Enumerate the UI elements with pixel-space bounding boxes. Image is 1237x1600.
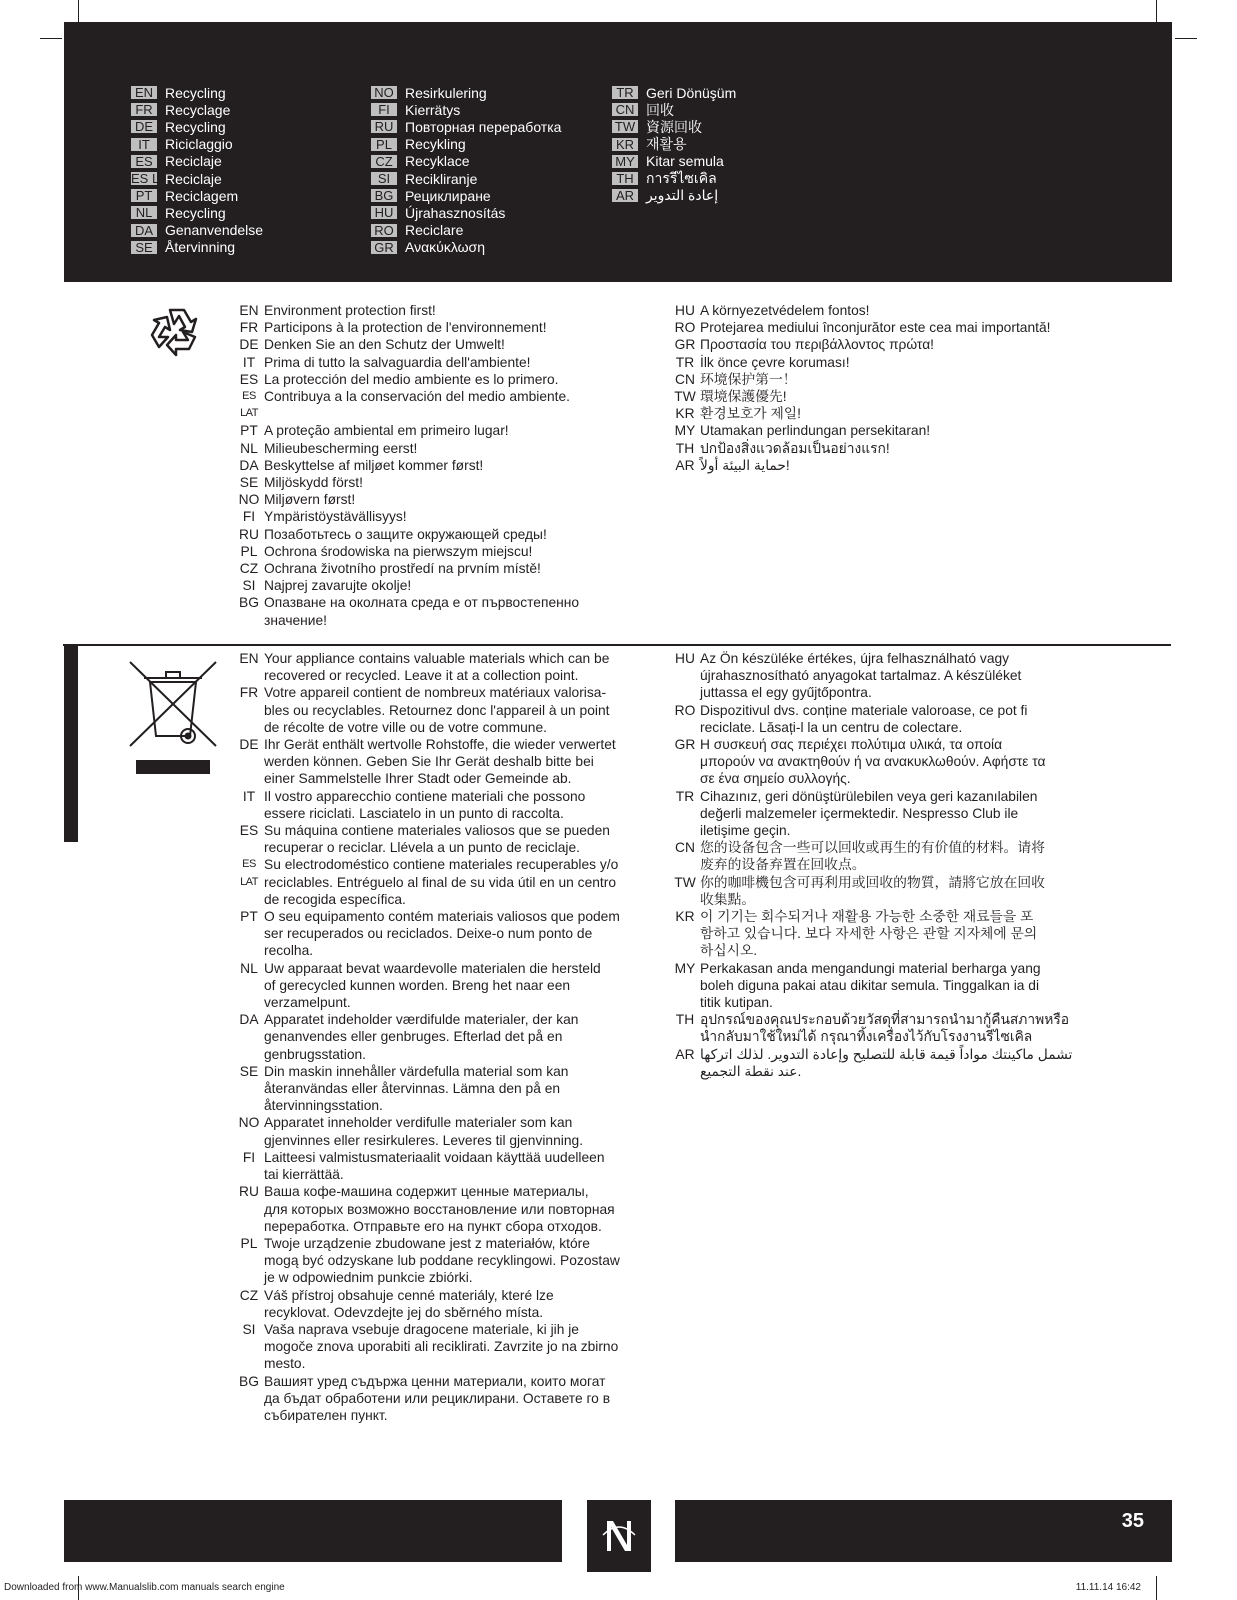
entry-text: Apparatet indeholder værdifulde materialer, der kan genanvendes eller genbruges. Efterlad det på en genbrugsstation.	[264, 1012, 579, 1062]
header-column-2	[371, 84, 561, 256]
entry-text: 您的设备包含一些可以回收或再生的有价值的材料。请将 废弃的设备弃置在回收点。	[700, 840, 1045, 873]
language-code: FR	[131, 103, 157, 116]
language-code: TR	[675, 354, 695, 370]
entry-text: Η συσκευή σας περιέχει πολύτιμα υλικά, τα οποία μπορούν να ανακτηθούν ή να ανακυκλωθούν. Αφήστε τα σε ένα σημείο συλλογής.	[700, 737, 1046, 787]
language-code: HU	[371, 206, 397, 219]
entry-text: Contribuya a la conservación del medio ambiente.	[264, 389, 571, 405]
language-code: KR	[675, 909, 695, 925]
entry-text: A környezetvédelem fontos!	[700, 303, 870, 318]
language-code: AR	[675, 1046, 695, 1062]
language-code: ES LAT	[240, 390, 258, 420]
language-entry	[234, 508, 654, 525]
header-column-3	[612, 84, 736, 204]
print-timestamp: 11.11.14 16:42	[1075, 1582, 1141, 1593]
recycling-label: Újrahasznosítás	[405, 204, 506, 221]
language-code: SE	[131, 241, 157, 254]
entry-text: Najprej zavarujte okolje!	[264, 578, 412, 594]
language-entry	[234, 336, 654, 353]
entry-text: A proteção ambiental em primeiro lugar!	[264, 423, 509, 439]
header-row	[371, 84, 561, 101]
language-entry	[670, 405, 1120, 422]
language-code: CZ	[239, 1287, 259, 1303]
language-entry	[234, 1183, 654, 1235]
header-row	[371, 118, 561, 135]
recycling-label: إعادة التدوير	[646, 187, 719, 204]
entry-text: Participons à la protection de l'environnement!	[264, 320, 547, 336]
language-entry	[670, 302, 1120, 319]
entry-text: Ochrona środowiska na pierwszym miejscu!	[264, 543, 533, 559]
language-entry	[234, 1235, 654, 1287]
environment-left-list	[234, 302, 654, 629]
recycling-label: Recyklace	[405, 153, 470, 170]
crop-mark	[40, 38, 62, 39]
header-row	[131, 187, 263, 204]
language-code: ES	[239, 823, 259, 839]
language-code: PT	[240, 423, 258, 439]
recycling-label: Reciclare	[405, 222, 464, 239]
header-row	[371, 136, 561, 153]
language-entry	[234, 1373, 654, 1425]
language-code: CN	[675, 371, 695, 387]
entry-text: Váš přístroj obsahuje cenné materiály, které lze recyklovat. Odevzdejte jej do sběrného místa.	[264, 1287, 554, 1320]
language-code: DA	[131, 224, 157, 237]
language-code: MY	[612, 155, 638, 168]
header-row	[612, 101, 736, 118]
header-row	[131, 153, 263, 170]
entry-text: Perkakasan anda mengandungi material berharga yang boleh diguna pakai atau dikitar semula. Tinggalkan ia di titik kutipan.	[700, 960, 1041, 1011]
language-code: NL	[240, 960, 258, 976]
language-code: SE	[239, 1063, 259, 1079]
language-code: DE	[239, 737, 259, 753]
language-entry	[670, 908, 1120, 960]
entry-text: ปกป้องสิ่งแวดล้อมเป็นอย่างแรก!	[700, 440, 890, 456]
crop-mark	[1175, 38, 1197, 39]
language-code: SI	[242, 578, 256, 594]
language-code: ES LAT	[240, 858, 258, 888]
entry-text: Il vostro apparecchio contiene materiali che possono essere riciclati. Lasciatelo in un punto di raccolta.	[264, 788, 586, 821]
language-code: NO	[238, 492, 260, 508]
recycling-label: Resirkulering	[405, 84, 487, 101]
language-code: IT	[131, 138, 157, 151]
recycling-label: การรีไซเคิล	[646, 169, 717, 186]
language-entry	[234, 960, 654, 1012]
header-row	[131, 239, 263, 256]
language-entry	[234, 684, 654, 736]
language-entry	[234, 822, 654, 856]
language-code: GR	[371, 241, 397, 254]
language-entry	[234, 422, 654, 439]
language-code: RU	[239, 526, 259, 542]
recycling-label: Reciclaje	[165, 170, 222, 187]
footer-bar-left	[64, 1500, 562, 1562]
language-entry	[670, 960, 1120, 1012]
language-entry	[234, 908, 654, 960]
language-entry	[234, 491, 654, 508]
entry-text: Позаботьтесь о защите окружающей среды!	[264, 526, 547, 542]
recycling-label: 回收	[646, 101, 674, 118]
recycling-label: Recycling	[165, 204, 226, 221]
entry-text: Опазване на околната среда е от първостепенно значение!	[264, 595, 580, 628]
entry-text: Su electrodoméstico contiene materiales recuperables y/o reciclables. Entréguelo al final de su vida útil en un centro de recogida específica.	[264, 857, 619, 907]
footer-bar-right	[675, 1500, 1172, 1562]
language-code: HU	[675, 303, 695, 318]
crop-mark	[1156, 1576, 1157, 1600]
header-row	[371, 239, 561, 256]
language-code: IT	[242, 788, 256, 804]
language-code: NO	[238, 1115, 260, 1131]
language-code: EN	[239, 651, 259, 666]
language-code: SI	[371, 172, 397, 185]
language-entry	[234, 788, 654, 822]
language-code: FI	[242, 509, 256, 525]
recycling-label: Recikliranje	[405, 170, 478, 187]
language-code: RO	[371, 224, 397, 237]
header-row	[131, 222, 263, 239]
language-entry	[234, 319, 654, 336]
language-code: TW	[674, 874, 696, 890]
page-number: 35	[1121, 1510, 1144, 1532]
language-code: ES	[239, 371, 259, 387]
header-row	[131, 84, 263, 101]
entry-text: Denken Sie an den Schutz der Umwelt!	[264, 337, 505, 353]
language-code: PT	[240, 909, 258, 925]
language-entry	[670, 354, 1120, 371]
language-code: KR	[675, 406, 695, 422]
header-row	[612, 84, 736, 101]
entry-text: Προστασία του περιβάλλοντος πρώτα!	[700, 337, 935, 353]
language-code: BG	[239, 1373, 259, 1389]
entry-text: Вашият уред съдържа ценни материали, които могат да бъдат обработени или рециклирани. Оставете го в събирателен пункт.	[264, 1373, 611, 1423]
header-column-1	[131, 84, 263, 256]
entry-text: Votre appareil contient de nombreux matériaux valorisa- bles ou recyclables. Retournez donc l'appareil à un point de récolte de votre ville ou de votre commune.	[264, 685, 610, 735]
language-code: KR	[612, 138, 638, 151]
language-entry	[234, 650, 654, 684]
entry-text: Dispozitivul dvs. conține materiale valoroase, ce pot fi reciclate. Lăsați-l la un centru de colectare.	[700, 702, 1028, 735]
language-entry	[670, 371, 1120, 388]
language-entry	[670, 702, 1120, 736]
language-entry	[234, 1114, 654, 1148]
language-code: FR	[239, 685, 259, 701]
entry-text: 환경보호가 제일!	[700, 406, 801, 422]
entry-text: Din maskin innehåller värdefulla material som kan återanvändas eller återvinnas. Lämna den på en återvinningsstation.	[264, 1063, 569, 1114]
language-entry	[670, 1046, 1120, 1080]
language-code: RO	[674, 702, 696, 718]
language-code: NO	[371, 86, 397, 99]
language-code: FI	[242, 1149, 256, 1165]
language-code: PL	[240, 1235, 258, 1251]
language-code: ES LAT	[131, 171, 175, 187]
header-row	[131, 118, 263, 135]
recycling-label: Kierrätys	[405, 101, 461, 118]
language-code: CZ	[371, 155, 397, 168]
language-entry	[670, 1011, 1120, 1045]
header-row	[131, 101, 263, 118]
language-entry	[234, 440, 654, 457]
entry-text: Environment protection first!	[264, 303, 436, 318]
crossed-out-bin-icon	[128, 660, 220, 778]
entry-text: Vaša naprava vsebuje dragocene materiale, ki jih je mogoče znova uporabiti ali reciklirati. Zavrzite jo na zbirno mesto.	[264, 1321, 619, 1372]
language-code: EN	[131, 86, 157, 99]
recycling-label: Recyclage	[165, 101, 231, 118]
language-entry	[670, 874, 1120, 908]
language-entry	[234, 856, 654, 908]
language-entry	[234, 594, 654, 628]
language-entry	[234, 560, 654, 577]
language-code: GR	[674, 337, 696, 353]
header-row	[131, 204, 263, 221]
language-entry	[670, 388, 1120, 405]
language-entry	[670, 650, 1120, 702]
download-note[interactable]: Downloaded from www.Manualslib.com manuals search engine	[4, 1582, 285, 1593]
language-entry	[670, 839, 1120, 873]
language-entry	[670, 457, 1120, 474]
language-entry	[670, 736, 1120, 788]
language-entry	[234, 457, 654, 474]
header-row	[371, 153, 561, 170]
entry-text: Apparatet inneholder verdifulle materialer som kan gjenvinnes eller resirkuleres. Leveres til gjenvinning.	[264, 1115, 584, 1148]
section-divider	[63, 644, 1171, 646]
entry-text: Protejarea mediului înconjurător este cea mai importantă!	[700, 320, 1051, 336]
header-row	[371, 187, 561, 204]
recycling-label: Riciclaggio	[165, 136, 233, 153]
language-code: DA	[239, 457, 259, 473]
environment-right-list	[670, 302, 1120, 474]
entry-text: Ihr Gerät enthält wertvolle Rohstoffe, die wieder verwertet werden können. Geben Sie Ihr Gerät deshalb bitte bei einer Sammelstelle Ihrer Stadt oder Gemeinde ab.	[264, 737, 616, 787]
recycling-label: Рециклиране	[405, 187, 491, 204]
entry-text: Utamakan perlindungan persekitaran!	[700, 423, 931, 439]
language-code: IT	[242, 354, 256, 370]
language-code: DA	[239, 1012, 259, 1028]
recycling-label: 資源回收	[646, 118, 702, 135]
header-row	[131, 136, 263, 153]
language-code: MY	[674, 423, 696, 439]
language-entry	[234, 474, 654, 491]
language-code: SE	[239, 475, 259, 491]
nespresso-logo	[587, 1500, 651, 1572]
language-entry	[234, 354, 654, 371]
header-row	[612, 170, 736, 187]
recycling-label: Geri Dönüşüm	[646, 84, 737, 101]
language-code: TH	[612, 172, 638, 185]
language-code: CN	[612, 103, 638, 116]
language-code: TW	[674, 389, 696, 405]
entry-text: Ympäristöystävällisyys!	[264, 509, 407, 525]
entry-text: 环境保护第一！	[700, 371, 797, 387]
language-code: TR	[675, 788, 695, 804]
language-entry	[234, 736, 654, 788]
language-code: PL	[371, 138, 397, 151]
language-entry	[670, 319, 1120, 336]
language-entry	[234, 1063, 654, 1115]
language-code: AR	[612, 189, 638, 202]
language-entry	[234, 1287, 654, 1321]
language-code: NL	[240, 440, 258, 456]
language-code: PT	[131, 189, 157, 202]
crop-mark	[78, 0, 79, 22]
language-code: RO	[674, 320, 696, 336]
header-row	[612, 118, 736, 135]
entry-text: Cihazınız, geri dönüştürülebilen veya geri kazanılabilen değerli malzemeler içermektedir. Nespresso Club ile iletişime geçin.	[700, 788, 1038, 839]
entry-text: Ochrana životního prostředí na prvním místě!	[264, 561, 541, 577]
entry-text: İlk önce çevre koruması!	[700, 354, 850, 370]
header-row	[612, 136, 736, 153]
appliance-left-list	[234, 650, 654, 1424]
language-entry	[234, 577, 654, 594]
header-row	[371, 222, 561, 239]
language-entry	[234, 1321, 654, 1373]
entry-text: 環境保護優先!	[700, 389, 787, 405]
recycling-label: Reciclagem	[165, 187, 239, 204]
entry-text: تشمل ماكينتك مواداً قيمة قابلة للتصليح وإعادة التدوير. لذلك اتركها عند نقطة التجميع.	[700, 1046, 1073, 1079]
sidebar-bar	[64, 644, 78, 842]
entry-text: 이 기기는 회수되거나 재활용 가능한 소중한 재료들을 포 함하고 있습니다. 보다 자세한 사항은 관할 지자체에 문의 하십시오.	[700, 909, 1038, 959]
appliance-right-list	[670, 650, 1120, 1080]
recycle-icon	[148, 302, 206, 358]
recycling-label: Ανακύκλωση	[405, 239, 485, 256]
language-code: RU	[371, 120, 397, 133]
entry-text: O seu equipamento contém materiais valiosos que podem ser recuperados ou reciclados. Deixe-o num ponto de recolha.	[264, 909, 620, 959]
language-code: BG	[371, 189, 397, 202]
entry-text: Su máquina contiene materiales valiosos que se pueden recuperar o reciclar. Llévela a un punto de reciclaje.	[264, 823, 610, 856]
entry-text: Twoje urządzenie zbudowane jest z materiałów, które mogą być odzyskane lub poddane recyklingowi. Pozostaw je w odpowiednim punkcie zbiórki.	[264, 1235, 620, 1286]
language-entry	[670, 422, 1120, 439]
language-entry	[234, 388, 654, 422]
language-code: BG	[239, 595, 259, 611]
entry-text: Az Ön készüléke értékes, újra felhasználható vagy újrahasznosítható anyagokat tartalmaz. A készüléket juttassa el egy gyűjtőpontra.	[700, 651, 1022, 701]
recycling-header	[64, 22, 1172, 282]
language-entry	[670, 440, 1120, 457]
language-code: RU	[239, 1184, 259, 1200]
language-code: NL	[131, 206, 157, 219]
language-code: TR	[612, 86, 638, 99]
language-entry	[234, 543, 654, 560]
language-entry	[234, 1149, 654, 1183]
language-code: EN	[239, 303, 259, 318]
recycling-label: 재활용	[646, 136, 687, 153]
header-row	[371, 170, 561, 187]
recycling-label: Reciclaje	[165, 153, 222, 170]
entry-text: 你的咖啡機包含可再利用或回收的物質，請將它放在回收 收集點。	[700, 874, 1045, 907]
recycling-label: Recykling	[405, 136, 466, 153]
recycling-label: Повторная переработка	[405, 118, 562, 135]
header-row	[371, 204, 561, 221]
language-code: MY	[674, 960, 696, 976]
recycling-label: Kitar semula	[646, 153, 724, 170]
language-code: FR	[239, 320, 259, 336]
language-entry	[234, 371, 654, 388]
language-code: ES	[131, 155, 157, 168]
entry-text: Your appliance contains valuable materials which can be recovered or recycled. Leave it at a collection point.	[264, 651, 610, 684]
header-row	[612, 187, 736, 204]
crop-mark	[1156, 0, 1157, 22]
language-code: DE	[239, 337, 259, 353]
language-code: SI	[242, 1321, 256, 1337]
recycling-label: Recycling	[165, 84, 226, 101]
header-row	[131, 170, 263, 187]
entry-text: Uw apparaat bevat waardevolle materialen die hersteld of gerecycled kunnen worden. Breng het naar een verzamelpunt.	[264, 960, 601, 1011]
recycling-label: Genanvendelse	[165, 222, 264, 239]
entry-text: Laitteesi valmistusmateriaalit voidaan käyttää uudelleen tai kierrättää.	[264, 1149, 605, 1183]
entry-text: Ваша кофе-машина содержит ценные материалы, для которых возможно восстановление или повторная переработка. Отправьте его на пункт сбора отходов.	[264, 1184, 615, 1234]
language-code: TW	[612, 120, 638, 133]
entry-text: حماية البيئة أولاً!	[700, 457, 790, 473]
entry-text: Miljøvern først!	[264, 492, 356, 508]
language-entry	[234, 526, 654, 543]
entry-text: Milieubescherming eerst!	[264, 440, 418, 456]
language-code: HU	[675, 651, 695, 666]
entry-text: Prima di tutto la salvaguardia dell'ambiente!	[264, 354, 531, 370]
header-row	[371, 101, 561, 118]
entry-text: Miljöskydd först!	[264, 475, 363, 491]
language-entry	[670, 788, 1120, 840]
language-code: AR	[675, 457, 695, 473]
language-code: CN	[675, 840, 695, 856]
language-entry	[670, 336, 1120, 353]
entry-text: อุปกรณ์ของคุณประกอบด้วยวัสดุที่สามารถนำมากู้คืนสภาพหรือ นำกลับมาใช้ใหม่ได้ กรุณาทิ้งเครื่องไว้กับโรงงานรีไซเคิล	[700, 1012, 1070, 1045]
recycling-label: Återvinning	[165, 239, 236, 256]
language-code: TH	[675, 440, 695, 456]
language-code: FI	[371, 103, 397, 116]
language-code: PL	[240, 543, 258, 559]
language-entry	[234, 302, 654, 319]
language-code: DE	[131, 120, 157, 133]
language-code: CZ	[239, 561, 259, 577]
language-code: TH	[675, 1012, 695, 1028]
entry-text: La protección del medio ambiente es lo primero.	[264, 371, 559, 387]
entry-text: Beskyttelse af miljøet kommer først!	[264, 457, 484, 473]
language-entry	[234, 1011, 654, 1063]
recycling-label: Recycling	[165, 118, 226, 135]
language-code: GR	[674, 737, 696, 753]
